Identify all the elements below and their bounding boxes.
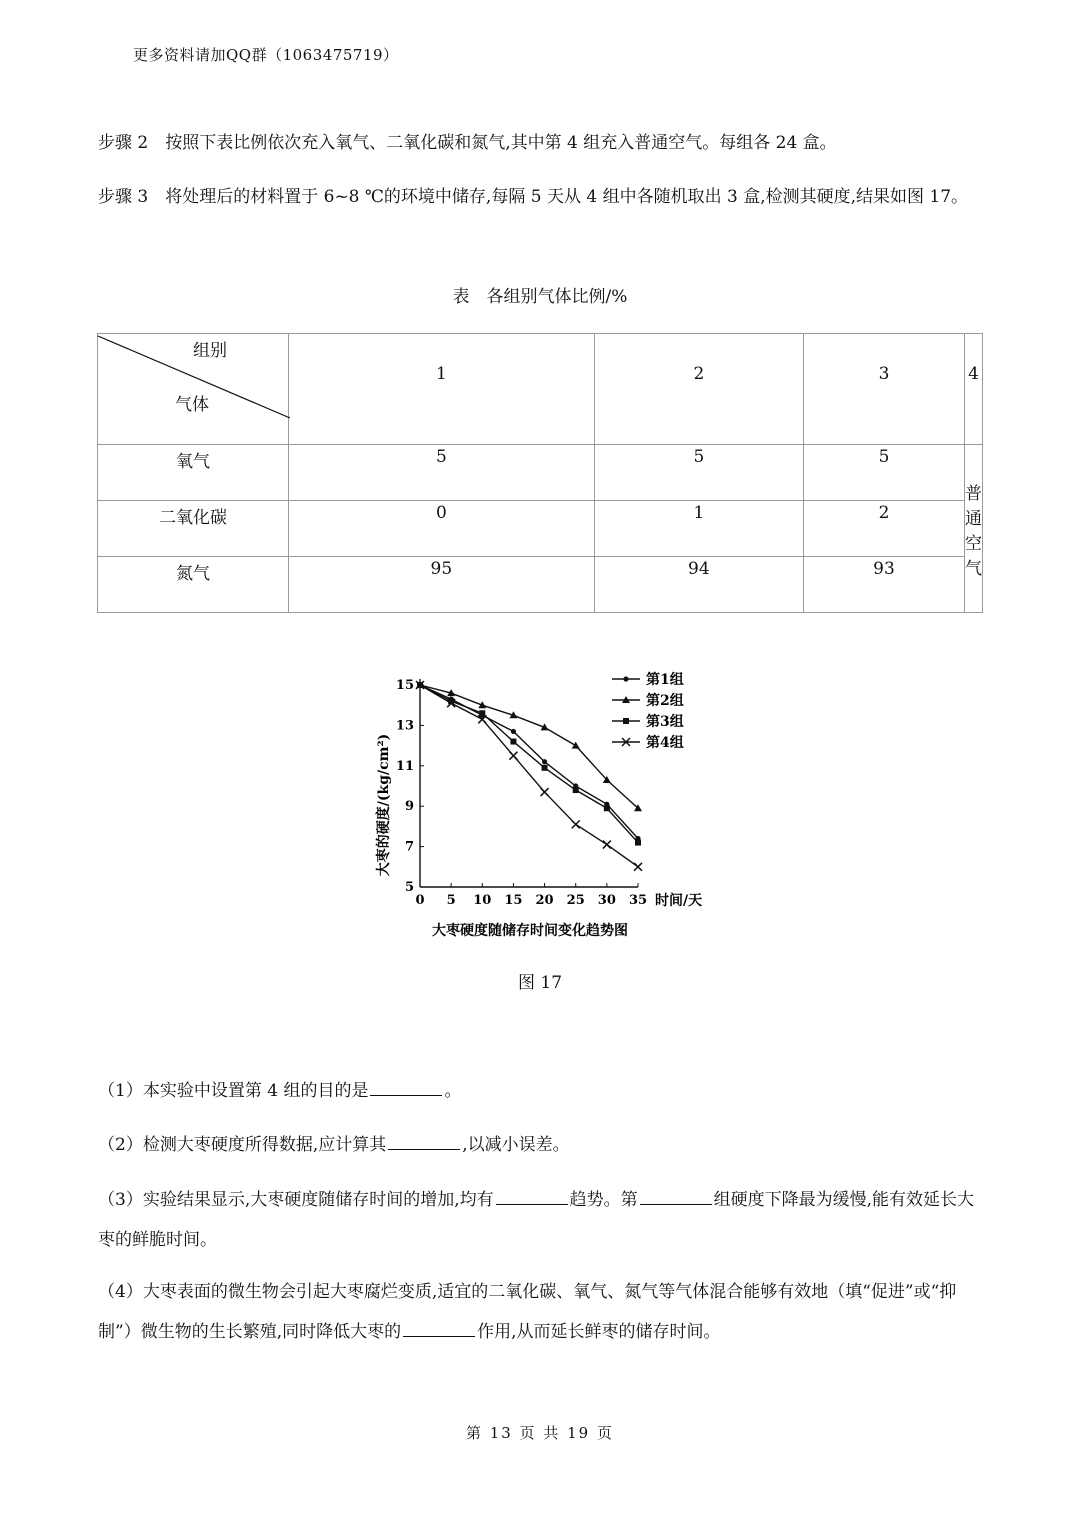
question-1-end: 。 xyxy=(444,1081,462,1101)
question-2-text: （2）检测大枣硬度所得数据,应计算其 xyxy=(98,1135,387,1155)
question-4-text: （4）大枣表面的微生物会引起大枣腐烂变质,适宜的二氧化碳、氧气、氮气等气体混合能够有效地（填“促进”或“抑制”）微生物的生长繁殖,同时降低大枣的 xyxy=(98,1282,957,1342)
question-2 xyxy=(98,1125,988,1165)
chart-x-tick-label: 0 xyxy=(415,893,425,908)
chart-x-tick-label: 35 xyxy=(628,893,648,908)
chart-point xyxy=(634,863,642,871)
group-header-3: 3 xyxy=(803,334,964,445)
step-2-text: 步骤 2 按照下表比例依次充入氧气、二氧化碳和氮气,其中第 4 组充入普通空气。每组各 24 盒。 xyxy=(98,133,837,153)
chart-point xyxy=(542,759,547,764)
cell-co2-3: 2 xyxy=(803,501,964,557)
table-row-co2 xyxy=(98,501,983,557)
chart-point xyxy=(572,742,580,749)
step-3-text: 步骤 3 将处理后的材料置于 6~8 ℃的环境中储存,每隔 5 天从 4 组中各随机取出 3 盒,检测其硬度,结果如图 17。 xyxy=(98,187,969,207)
chart-point xyxy=(623,718,629,724)
chart-point xyxy=(635,840,641,846)
cell-oxygen-3: 5 xyxy=(803,445,964,501)
chart-x-tick-label: 25 xyxy=(566,893,585,908)
chart-x-tick-label: 30 xyxy=(597,893,616,908)
table-corner-cell xyxy=(98,334,289,445)
answer-blank-2[interactable] xyxy=(388,1133,460,1150)
gas-label-oxygen: 氧气 xyxy=(98,445,289,501)
question-3-end: 组硬度下降最为缓慢,能有效延长大枣的鲜脆时间。 xyxy=(98,1190,975,1250)
question-2-end: ,以减小误差。 xyxy=(462,1135,570,1155)
answer-blank-1[interactable] xyxy=(370,1079,442,1096)
question-3 xyxy=(98,1180,988,1260)
question-3-mid: 趋势。第 xyxy=(569,1190,638,1210)
table-row-oxygen xyxy=(98,445,983,501)
hardness-line-chart xyxy=(350,655,730,950)
chart-y-tick-label: 9 xyxy=(404,799,414,815)
gas-ratio-table xyxy=(97,333,983,613)
cell-co2-2: 1 xyxy=(594,501,803,557)
question-4-end: 作用,从而延长鲜枣的储存时间。 xyxy=(477,1322,721,1342)
chart-legend-label: 第2组 xyxy=(646,693,684,709)
answer-blank-3b[interactable] xyxy=(640,1188,712,1205)
chart-y-tick-label: 7 xyxy=(404,839,414,855)
chart-point xyxy=(541,788,549,796)
answer-blank-3a[interactable] xyxy=(496,1188,568,1205)
cell-oxygen-2: 5 xyxy=(594,445,803,501)
chart-point xyxy=(604,805,610,811)
chart-point xyxy=(572,820,580,828)
chart-point xyxy=(573,787,579,793)
corner-label-group: 组别 xyxy=(193,341,227,361)
gas-label-nitrogen: 氮气 xyxy=(98,557,289,613)
chart-legend-label: 第3组 xyxy=(646,714,684,730)
cell-co2-1: 0 xyxy=(289,501,595,557)
chart-point xyxy=(542,765,548,771)
question-1-text: （1）本实验中设置第 4 组的目的是 xyxy=(98,1081,369,1101)
question-3-text: （3）实验结果显示,大枣硬度随储存时间的增加,均有 xyxy=(98,1190,494,1210)
page-footer: 第 13 页 共 19 页 xyxy=(465,1424,614,1442)
answer-blank-4[interactable] xyxy=(403,1320,475,1337)
cell-nitrogen-1: 95 xyxy=(289,557,595,613)
chart-title: 大枣硬度随储存时间变化趋势图 xyxy=(432,923,628,939)
table-header-row xyxy=(98,334,983,445)
chart-y-tick-label: 5 xyxy=(404,880,414,895)
chart-point xyxy=(510,739,516,745)
cell-nitrogen-2: 94 xyxy=(594,557,803,613)
corner-label-gas: 气体 xyxy=(175,395,209,415)
chart-y-tick-label: 15 xyxy=(395,678,414,693)
chart-x-tick-label: 15 xyxy=(504,893,523,908)
chart-y-axis-label: 大枣的硬度/(kg/cm²) xyxy=(376,733,392,877)
question-1 xyxy=(98,1071,988,1111)
chart-y-tick-label: 13 xyxy=(395,718,414,734)
chart-x-tick-label: 20 xyxy=(535,893,554,908)
chart-legend-label: 第4组 xyxy=(646,735,684,751)
chart-point xyxy=(623,676,628,681)
chart-series-line-1 xyxy=(420,685,638,839)
chart-point xyxy=(479,710,485,716)
table-caption: 表 各组别气体比例/% xyxy=(452,287,628,307)
chart-point xyxy=(511,729,516,734)
chart-y-tick-label: 11 xyxy=(395,758,414,774)
figure-caption: 图 17 xyxy=(517,973,563,993)
group-header-2: 2 xyxy=(594,334,803,445)
question-4 xyxy=(98,1272,988,1352)
chart-legend-label: 第1组 xyxy=(646,672,684,688)
cell-oxygen-1: 5 xyxy=(289,445,595,501)
group-header-4: 4 xyxy=(965,334,983,445)
page-header: 更多资料请加QQ群（1063475719） xyxy=(133,46,399,64)
cell-nitrogen-3: 93 xyxy=(803,557,964,613)
gas-label-co2: 二氧化碳 xyxy=(98,501,289,557)
chart-x-tick-label: 5 xyxy=(446,893,456,908)
chart-series-line-4 xyxy=(420,685,638,867)
cell-group4-air: 普通空气 xyxy=(965,445,983,613)
chart-point xyxy=(509,752,517,760)
table-row-nitrogen xyxy=(98,557,983,613)
chart-point xyxy=(603,841,611,849)
chart-x-axis-label: 时间/天 xyxy=(655,893,703,909)
chart-series-line-3 xyxy=(420,685,638,843)
chart-x-tick-label: 10 xyxy=(473,893,492,908)
group-header-1: 1 xyxy=(289,334,595,445)
